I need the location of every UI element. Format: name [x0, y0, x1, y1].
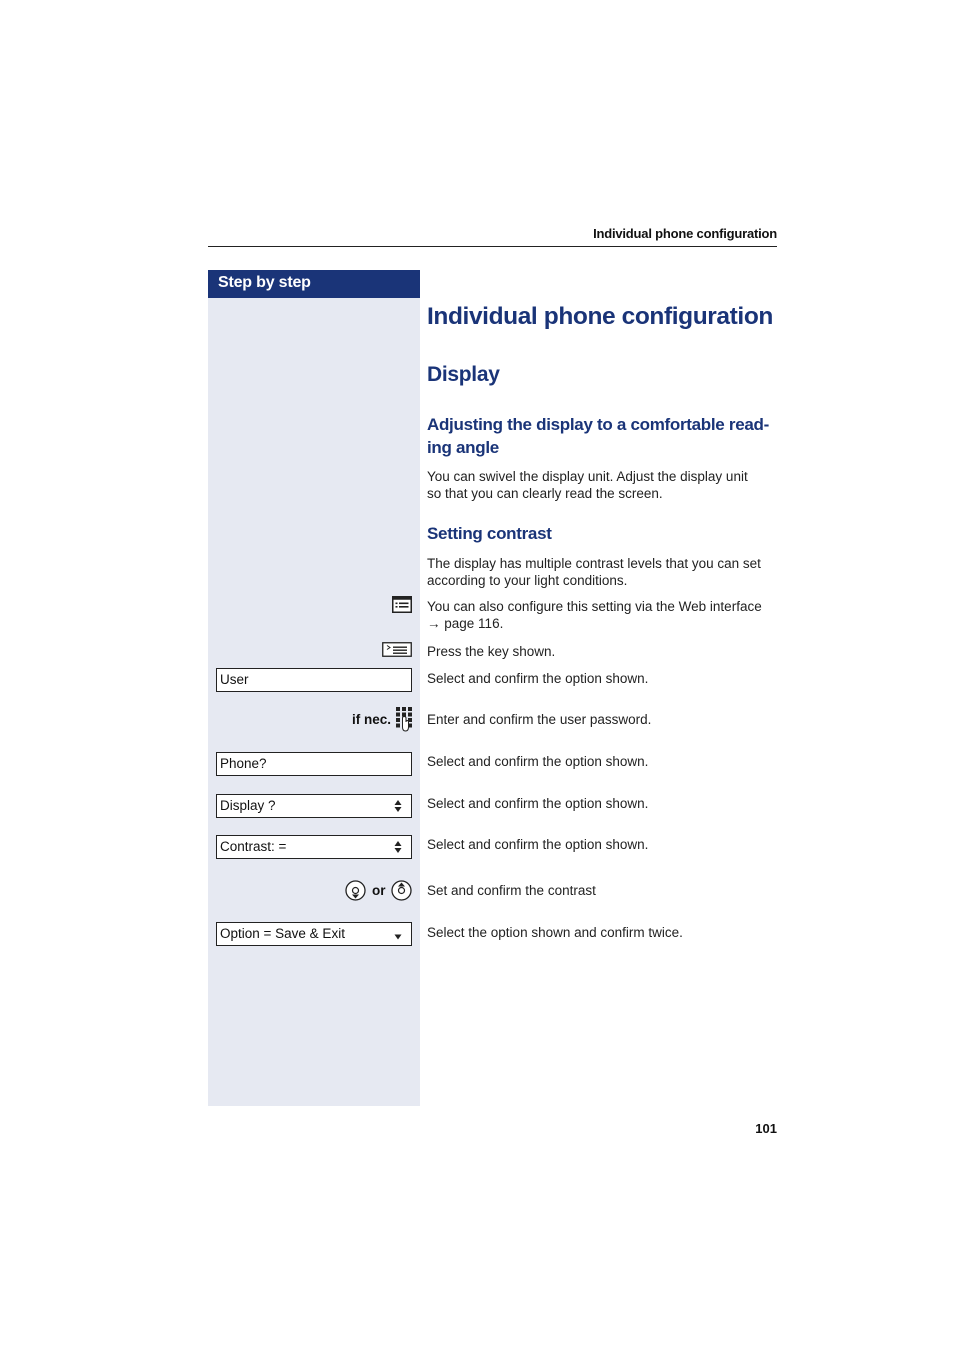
page-number: 101: [755, 1121, 777, 1136]
if-necessary-label: if nec.: [352, 712, 392, 727]
display-option-contrast[interactable]: [216, 835, 412, 859]
subsection-heading-angle: [427, 413, 779, 459]
paragraph-line: The display has multiple contrast levels that you can set: [427, 556, 761, 571]
web-interface-note: [427, 599, 782, 632]
step-by-step-heading: Step by step: [208, 270, 420, 298]
display-option-label: Option = Save & Exit: [220, 926, 345, 941]
display-option-phone[interactable]: [216, 752, 412, 776]
keypad-icon[interactable]: [395, 706, 413, 732]
step-text: Select and confirm the option shown.: [427, 837, 649, 852]
step-text: Select and confirm the option shown.: [427, 671, 649, 686]
menu-key-icon[interactable]: [382, 642, 412, 657]
step-text: Select the option shown and confirm twice.: [427, 925, 683, 940]
arrow-right-icon: →: [427, 615, 441, 631]
display-option-label: Phone?: [220, 756, 267, 771]
page-reference-label: page 116.: [444, 615, 504, 631]
paragraph-line: You can swivel the display unit. Adjust the display unit: [427, 469, 748, 484]
page-reference[interactable]: [427, 616, 782, 633]
navigator-down-icon[interactable]: [345, 880, 366, 901]
section-heading: Display: [427, 363, 500, 386]
contrast-paragraph: [427, 556, 782, 589]
step-text: Press the key shown.: [427, 644, 556, 659]
header-divider: [208, 246, 777, 247]
angle-paragraph: [427, 469, 782, 502]
web-interface-icon: [392, 596, 412, 613]
display-option-display[interactable]: [216, 794, 412, 818]
subsection-heading-line: ing angle: [427, 438, 499, 457]
navigator-up-icon[interactable]: [391, 880, 412, 901]
subsection-heading-contrast: Setting contrast: [427, 524, 552, 543]
page-title: Individual phone configuration: [427, 303, 773, 330]
paragraph-line: You can also configure this setting via the Web interface: [427, 599, 762, 614]
subsection-heading-line: Adjusting the display to a comfortable read-: [427, 415, 769, 434]
display-option-user[interactable]: [216, 668, 412, 692]
display-option-label: User: [220, 672, 249, 687]
running-header: Individual phone configuration: [593, 226, 777, 241]
display-option-label: Display ?: [220, 798, 276, 813]
display-option-label: Contrast: =: [220, 839, 287, 854]
down-arrow-icon: [394, 927, 402, 941]
up-down-arrow-icon: [394, 799, 402, 813]
step-text: Set and confirm the contrast: [427, 883, 596, 898]
step-text: Select and confirm the option shown.: [427, 754, 649, 769]
paragraph-line: according to your light conditions.: [427, 572, 628, 588]
step-text: Enter and confirm the user password.: [427, 712, 652, 727]
paragraph-line: so that you can clearly read the screen.: [427, 485, 663, 501]
display-option-save-exit[interactable]: [216, 922, 412, 946]
or-label: or: [372, 883, 386, 898]
step-text: Select and confirm the option shown.: [427, 796, 649, 811]
up-down-arrow-icon: [394, 840, 402, 854]
